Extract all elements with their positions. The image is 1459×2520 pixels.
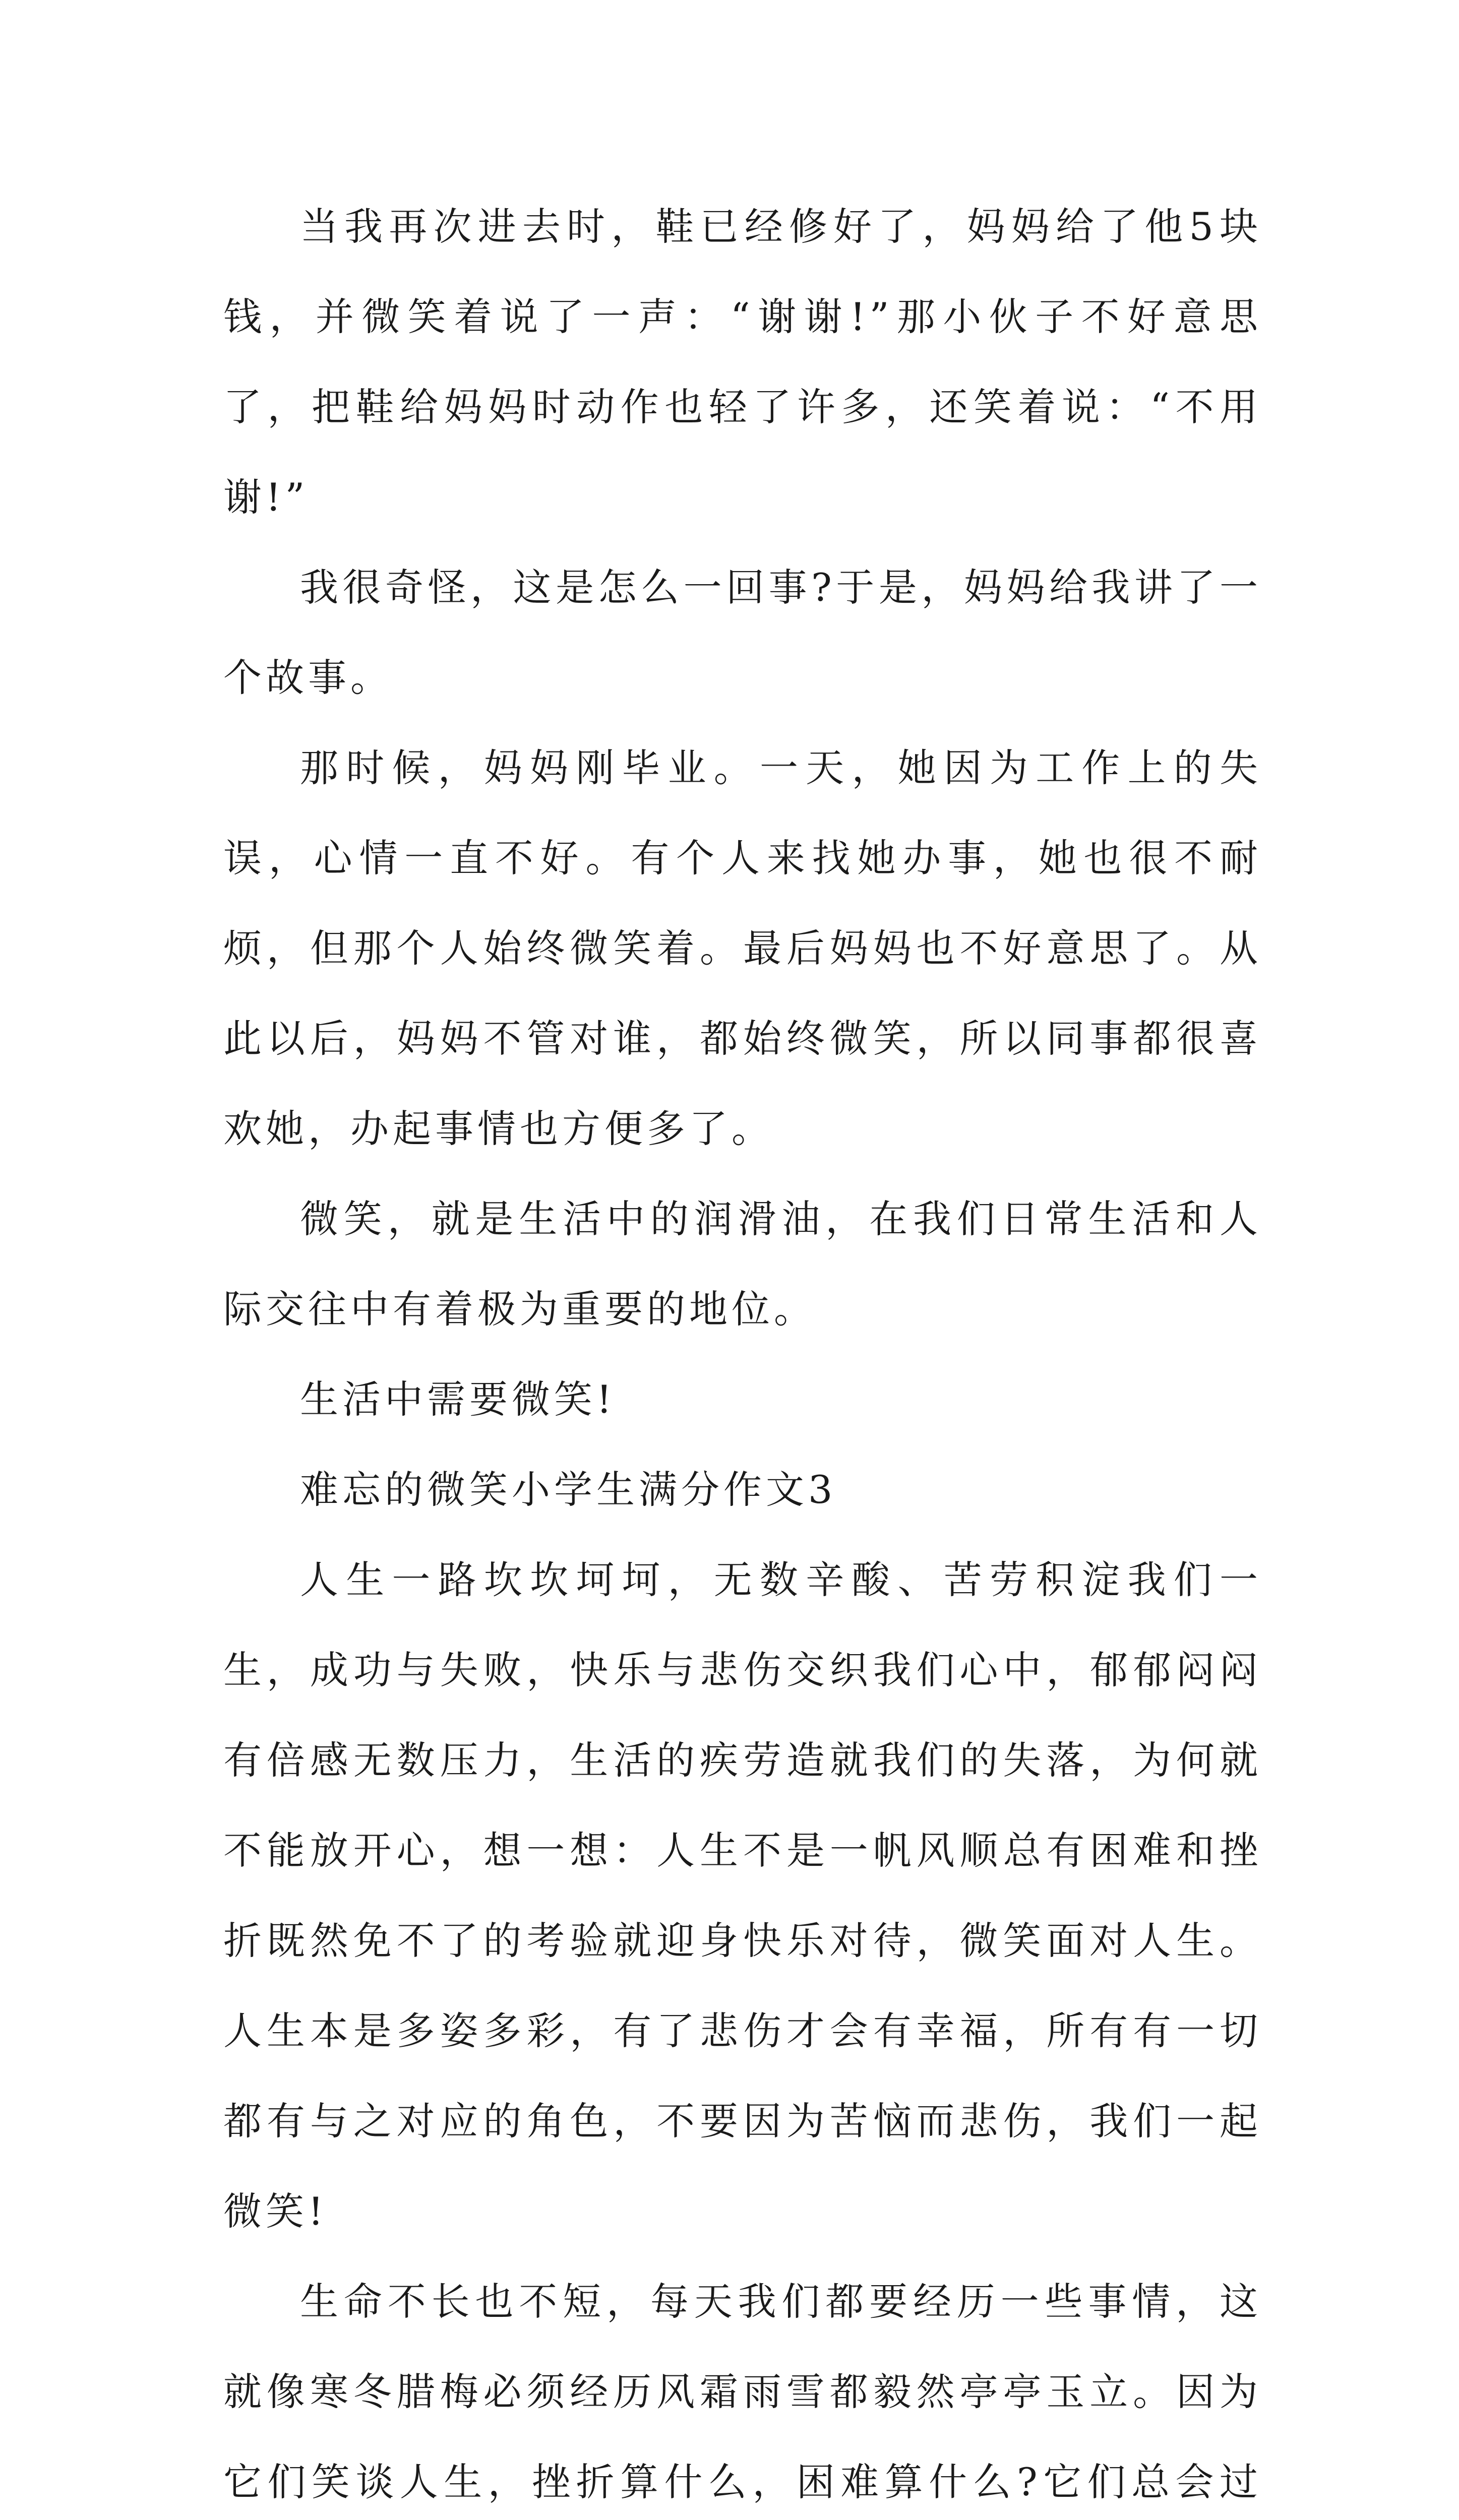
paragraph-5: 生活中需要微笑! (300, 1377, 616, 1422)
paragraph-8: 生命不长也不短，每天我们都要经历一些事情，这就像寒冬腊梅必须经历风霜雨雪都毅然亭亭玉立。因为它们笑谈人生，挫折算什么，困难算什么?它们总会过 (223, 2279, 1262, 2504)
section-heading: 难忘的微笑小学生满分作文3 (300, 1467, 837, 1512)
document-body (223, 181, 1262, 2520)
paragraph-3: 那时候，妈妈刚毕业。一天，她因为工作上的失误，心情一直不好。有个人来找她办事，她也很不耐烦，但那个人始终微笑着。最后妈妈也不好意思了。从此以后，妈妈不管对谁，都始终微笑，所以同事都很喜欢她，办起事情也方便多了。 (223, 745, 1262, 1151)
paragraph-7: 人生一路坎坎坷坷，无数辛酸、苦劳积淀我们一生，成功与失败，快乐与悲伤交织我们心中，郁郁闷闷有倍感无数压力，生活的疾劳造就我们的失落，为何就不能放开心，想一想：人生不是一帆风顺总有困难和挫折既然免不了的考验就迎身快乐对待，微笑面对人生。人生本是多姿多彩，有了悲伤才会有幸福，所有有一切都有与之对应的角色，不要因为苦恼而悲伤，我们一起微笑! (223, 1557, 1262, 2234)
paragraph-1: 当我再次进去时，鞋已经修好了，妈妈给了他5块钱，并微笑着说了一声：“谢谢!”那小伙子不好意思了，把鞋给妈妈时动作也轻了许多，还笑着说：“不用谢!” (223, 204, 1262, 520)
paragraph-2: 我很奇怪，这是怎么一回事?于是，妈妈给我讲了一个故事。 (223, 565, 1262, 700)
paragraph-4: 微笑，就是生活中的润滑油，在我们日常生活和人际交往中有着极为重要的地位。 (223, 1196, 1262, 1332)
